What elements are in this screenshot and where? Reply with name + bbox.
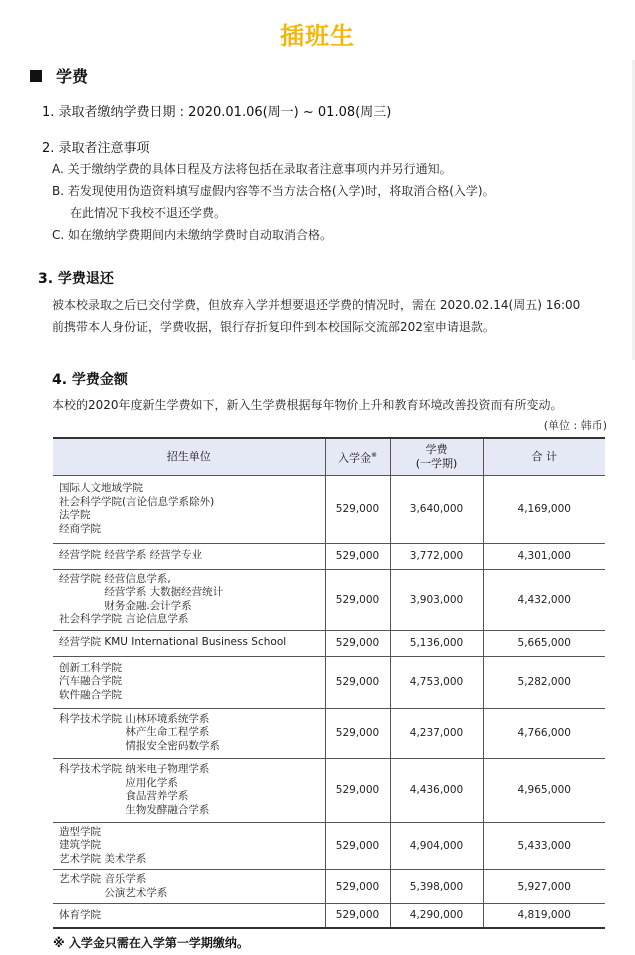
header-dept: 招生单位 bbox=[53, 438, 325, 475]
dept-cell bbox=[53, 656, 325, 708]
total-cell: 4,169,000 bbox=[483, 475, 605, 543]
total-cell: 4,766,000 bbox=[483, 708, 605, 758]
dept-line: 体育学院 bbox=[59, 908, 101, 921]
dept-line: 国际人文地域学院 bbox=[59, 482, 143, 494]
refund-paragraph-1: 被本校录取之后已交付学费，但放弃入学并想要退还学费的情况时，需在 2020.02.14(周五) 16:00 bbox=[52, 298, 581, 312]
admission-cell: 529,000 bbox=[325, 904, 390, 928]
note-b: B. 若发现使用伪造资料填写虚假内容等不当方法合格(入学)时，将取消合格(入学)。 bbox=[52, 184, 495, 198]
dept-line: 科学技术学院 纳米电子物理学系 bbox=[59, 763, 210, 775]
dept-cell bbox=[53, 543, 325, 569]
table-row bbox=[53, 904, 605, 928]
amount-paragraph: 本校的2020年度新生学费如下，新入生学费根据每年物价上升和教育环境改善投资而有所变动。 bbox=[52, 398, 563, 412]
dept-cell bbox=[53, 822, 325, 870]
dept-line: 造型学院 bbox=[59, 825, 101, 838]
admission-cell: 529,000 bbox=[325, 630, 390, 656]
admission-cell: 529,000 bbox=[325, 708, 390, 758]
note-c: C. 如在缴纳学费期间内未缴纳学费时自动取消合格。 bbox=[52, 228, 333, 242]
dept-line: 经营学院 经营学系 经营学专业 bbox=[59, 549, 203, 562]
dept-cell bbox=[53, 758, 325, 822]
tuition-cell: 3,640,000 bbox=[390, 475, 483, 543]
dept-line: 创新工科学院 bbox=[59, 661, 122, 674]
dept-line: 社会科学学院 言论信息学系 bbox=[59, 613, 189, 625]
table-row bbox=[53, 543, 605, 569]
dept-line: 食品营养学系 bbox=[59, 790, 189, 802]
section-heading bbox=[30, 64, 88, 87]
total-cell: 5,927,000 bbox=[483, 870, 605, 904]
table-body bbox=[53, 475, 605, 928]
table-row bbox=[53, 656, 605, 708]
tuition-cell: 5,398,000 bbox=[390, 870, 483, 904]
dept-line: 公演艺术学系 bbox=[59, 886, 168, 899]
total-cell: 4,432,000 bbox=[483, 569, 605, 630]
dept-line: 经营学系 大数据经营统计 bbox=[59, 586, 224, 598]
total-cell: 4,965,000 bbox=[483, 758, 605, 822]
table-row bbox=[53, 569, 605, 630]
dept-line: 社会科学学院(言论信息学系除外) bbox=[59, 495, 215, 508]
dept-cell bbox=[53, 475, 325, 543]
dept-line: 经营学院 经营信息学系, bbox=[59, 572, 171, 585]
header-total: 合 计 bbox=[483, 438, 605, 475]
note-a: A. 关于缴纳学费的具体日程及方法将包括在录取者注意事项内并另行通知。 bbox=[52, 162, 452, 176]
total-cell: 5,433,000 bbox=[483, 822, 605, 870]
header-admission bbox=[325, 438, 390, 475]
dept-cell bbox=[53, 569, 325, 630]
header-tuition-line2: (一学期) bbox=[415, 456, 458, 470]
admission-cell: 529,000 bbox=[325, 569, 390, 630]
tuition-cell: 3,772,000 bbox=[390, 543, 483, 569]
notes-heading: 2. 录取者注意事项 bbox=[42, 141, 150, 156]
section-heading-label: 学费 bbox=[56, 67, 89, 86]
refund-paragraph-2: 前携带本人身份证，学费收据，银行存折复印件到本校国际交流部202室申请退款。 bbox=[52, 320, 495, 334]
footnote: ※ 入学金只需在入学第一学期缴纳。 bbox=[53, 936, 249, 950]
dept-line: 科学技术学院 山林环境系统学系 bbox=[59, 712, 210, 725]
dept-line: 艺术学院 音乐学系 bbox=[59, 873, 147, 885]
tuition-table bbox=[53, 437, 605, 929]
dept-cell bbox=[53, 630, 325, 656]
payment-date-line: 1. 录取者缴纳学费日期 : 2020.01.06(周一) ~ 01.08(周三) bbox=[42, 105, 392, 120]
total-cell: 4,301,000 bbox=[483, 543, 605, 569]
header-admission-label: 入学金 bbox=[338, 451, 372, 465]
dept-cell bbox=[53, 708, 325, 758]
admission-cell: 529,000 bbox=[325, 475, 390, 543]
dept-line: 应用化学系 bbox=[59, 776, 178, 789]
table-row bbox=[53, 870, 605, 904]
dept-cell bbox=[53, 904, 325, 928]
table-row bbox=[53, 822, 605, 870]
dept-line: 林产生命工程学系 bbox=[59, 726, 210, 739]
total-cell: 5,665,000 bbox=[483, 630, 605, 656]
table-row bbox=[53, 630, 605, 656]
note-b-continued: 在此情况下我校不退还学费。 bbox=[70, 206, 227, 220]
dept-line: 经营学院 KMU International Business School bbox=[59, 636, 287, 649]
admission-cell: 529,000 bbox=[325, 870, 390, 904]
dept-line: 汽车融合学院 bbox=[59, 675, 122, 688]
dept-line: 经商学院 bbox=[59, 522, 101, 535]
total-cell: 4,819,000 bbox=[483, 904, 605, 928]
dept-line: 软件融合学院 bbox=[59, 688, 122, 701]
admission-cell: 529,000 bbox=[325, 543, 390, 569]
amount-heading: 4. 学费金额 bbox=[52, 372, 128, 388]
dept-line: 艺术学院 美术学系 bbox=[59, 852, 147, 865]
unit-label: (单位 : 韩币) bbox=[543, 419, 607, 432]
table-row bbox=[53, 758, 605, 822]
dept-line: 法学院 bbox=[59, 509, 91, 521]
tuition-cell: 4,753,000 bbox=[390, 656, 483, 708]
dept-line: 生物发酵融合学系 bbox=[59, 803, 210, 816]
tuition-cell: 4,436,000 bbox=[390, 758, 483, 822]
tuition-cell: 5,136,000 bbox=[390, 630, 483, 656]
square-bullet-icon bbox=[30, 70, 42, 82]
dept-line: 建筑学院 bbox=[59, 839, 101, 851]
admission-cell: 529,000 bbox=[325, 822, 390, 870]
dept-line: 情报安全密码数学系 bbox=[59, 739, 220, 752]
table-row bbox=[53, 708, 605, 758]
dept-cell bbox=[53, 870, 325, 904]
tuition-cell: 4,290,000 bbox=[390, 904, 483, 928]
table-row bbox=[53, 475, 605, 543]
tuition-cell: 3,903,000 bbox=[390, 569, 483, 630]
header-admission-mark: ※ bbox=[371, 450, 377, 459]
table-header-row bbox=[53, 438, 605, 475]
tuition-cell: 4,904,000 bbox=[390, 822, 483, 870]
refund-heading: 3. 学费退还 bbox=[38, 271, 114, 287]
page-title: 插班生 bbox=[280, 22, 355, 50]
dept-line: 财务金融.会计学系 bbox=[59, 599, 192, 612]
tuition-cell: 4,237,000 bbox=[390, 708, 483, 758]
header-tuition-line1: 学费 bbox=[425, 442, 448, 456]
total-cell: 5,282,000 bbox=[483, 656, 605, 708]
header-tuition bbox=[390, 438, 483, 475]
admission-cell: 529,000 bbox=[325, 758, 390, 822]
admission-cell: 529,000 bbox=[325, 656, 390, 708]
